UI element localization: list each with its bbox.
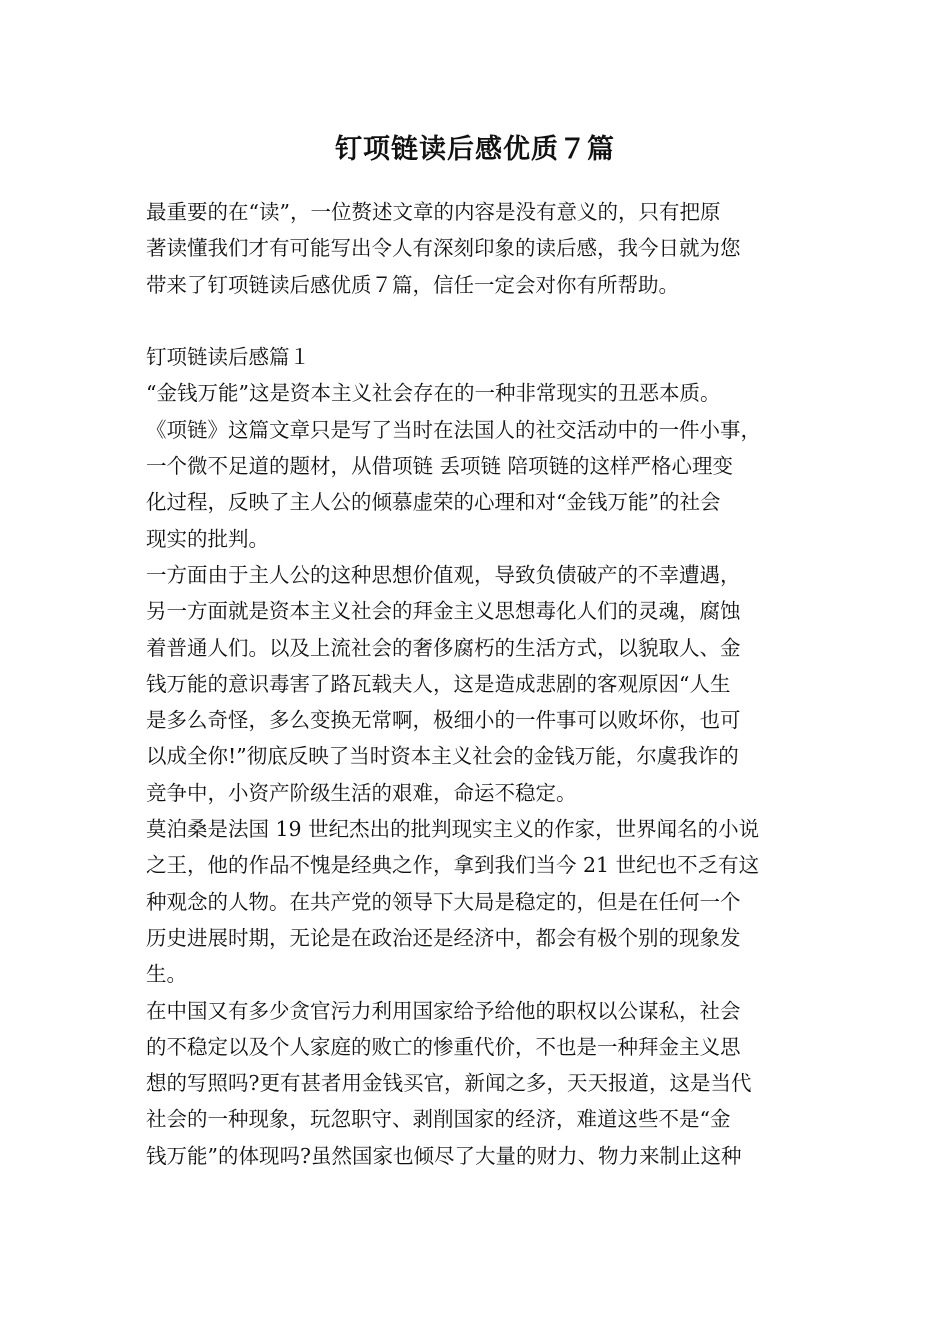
body-line: 化过程，反映了主人公的倾慕虚荣的心理和对“金钱万能”的社会 xyxy=(146,490,721,515)
body-line: 另一方面就是资本主义社会的拜金主义思想毒化人们的灵魂，腐蚀 xyxy=(146,599,741,624)
body-line: 之王，他的作品不愧是经典之作，拿到我们当今 21 世纪也不乏有这 xyxy=(146,853,760,878)
body-line: 生。 xyxy=(146,962,187,987)
body-line: 的不稳定以及个人家庭的败亡的惨重代价，不也是一种拜金主义思 xyxy=(146,1034,741,1059)
intro-line: 最重要的在“读”，一位赘述文章的内容是没有意义的，只有把原 xyxy=(146,200,721,224)
body-line: 一方面由于主人公的这种思想价值观，导致负债破产的不幸遭遇， xyxy=(146,562,741,587)
body-line: 着普通人们。以及上流社会的奢侈腐朽的生活方式，以貌取人、金 xyxy=(146,635,741,660)
body-line: 现实的批判。 xyxy=(146,526,269,551)
intro-line: 著读懂我们才有可能写出令人有深刻印象的读后感，我今日就为您 xyxy=(146,236,741,261)
body-line: 历史进展时期，无论是在政治还是经济中，都会有极个别的现象发 xyxy=(146,925,741,950)
body-line: 社会的一种现象，玩忽职守、剥削国家的经济，难道这些不是“金 xyxy=(146,1107,731,1132)
body-line: 莫泊桑是法国 19 世纪杰出的批判现实主义的作家，世界闻名的小说 xyxy=(146,817,760,842)
body-line: 想的写照吗?更有甚者用金钱买官，新闻之多，天天报道，这是当代 xyxy=(146,1071,752,1096)
body-line: 以成全你!”彻底反映了当时资本主义社会的金钱万能，尔虞我诈的 xyxy=(146,744,739,769)
body-line: 钱万能的意识毒害了路瓦载夫人，这是造成悲剧的客观原因“人生 xyxy=(146,671,731,696)
body-line: 在中国又有多少贪官污力利用国家给予给他的职权以公谋私，社会 xyxy=(146,998,741,1023)
intro-paragraph xyxy=(146,194,818,303)
document-body xyxy=(146,194,818,1174)
section-heading: 钉项链读后感篇１ xyxy=(146,345,310,370)
body-line: 种观念的人物。在共产党的领导下大局是稳定的，但是在任何一个 xyxy=(146,889,741,914)
body-line: 钱万能”的体现吗?虽然国家也倾尽了大量的财力、物力来制止这种 xyxy=(146,1143,742,1168)
paragraph-gap xyxy=(146,303,818,339)
body-line: 一个微不足道的题材，从借项链 丢项链 陪项链的这样严格心理变 xyxy=(146,454,734,479)
section-body xyxy=(146,375,818,1174)
body-line: “金钱万能”这是资本主义社会存在的一种非常现实的丑恶本质。 xyxy=(146,381,721,406)
body-line: 竞争中，小资产阶级生活的艰难，命运不稳定。 xyxy=(146,780,577,805)
body-line: 《项链》这篇文章只是写了当时在法国人的社交活动中的一件小事， xyxy=(146,417,761,442)
intro-line: 带来了钉项链读后感优质７篇，信任一定会对你有所帮助。 xyxy=(146,272,679,297)
document-title: 钉项链读后感优质７篇 xyxy=(335,134,615,165)
body-line: 是多么奇怪，多么变换无常啊，极细小的一件事可以败坏你，也可 xyxy=(146,708,741,733)
